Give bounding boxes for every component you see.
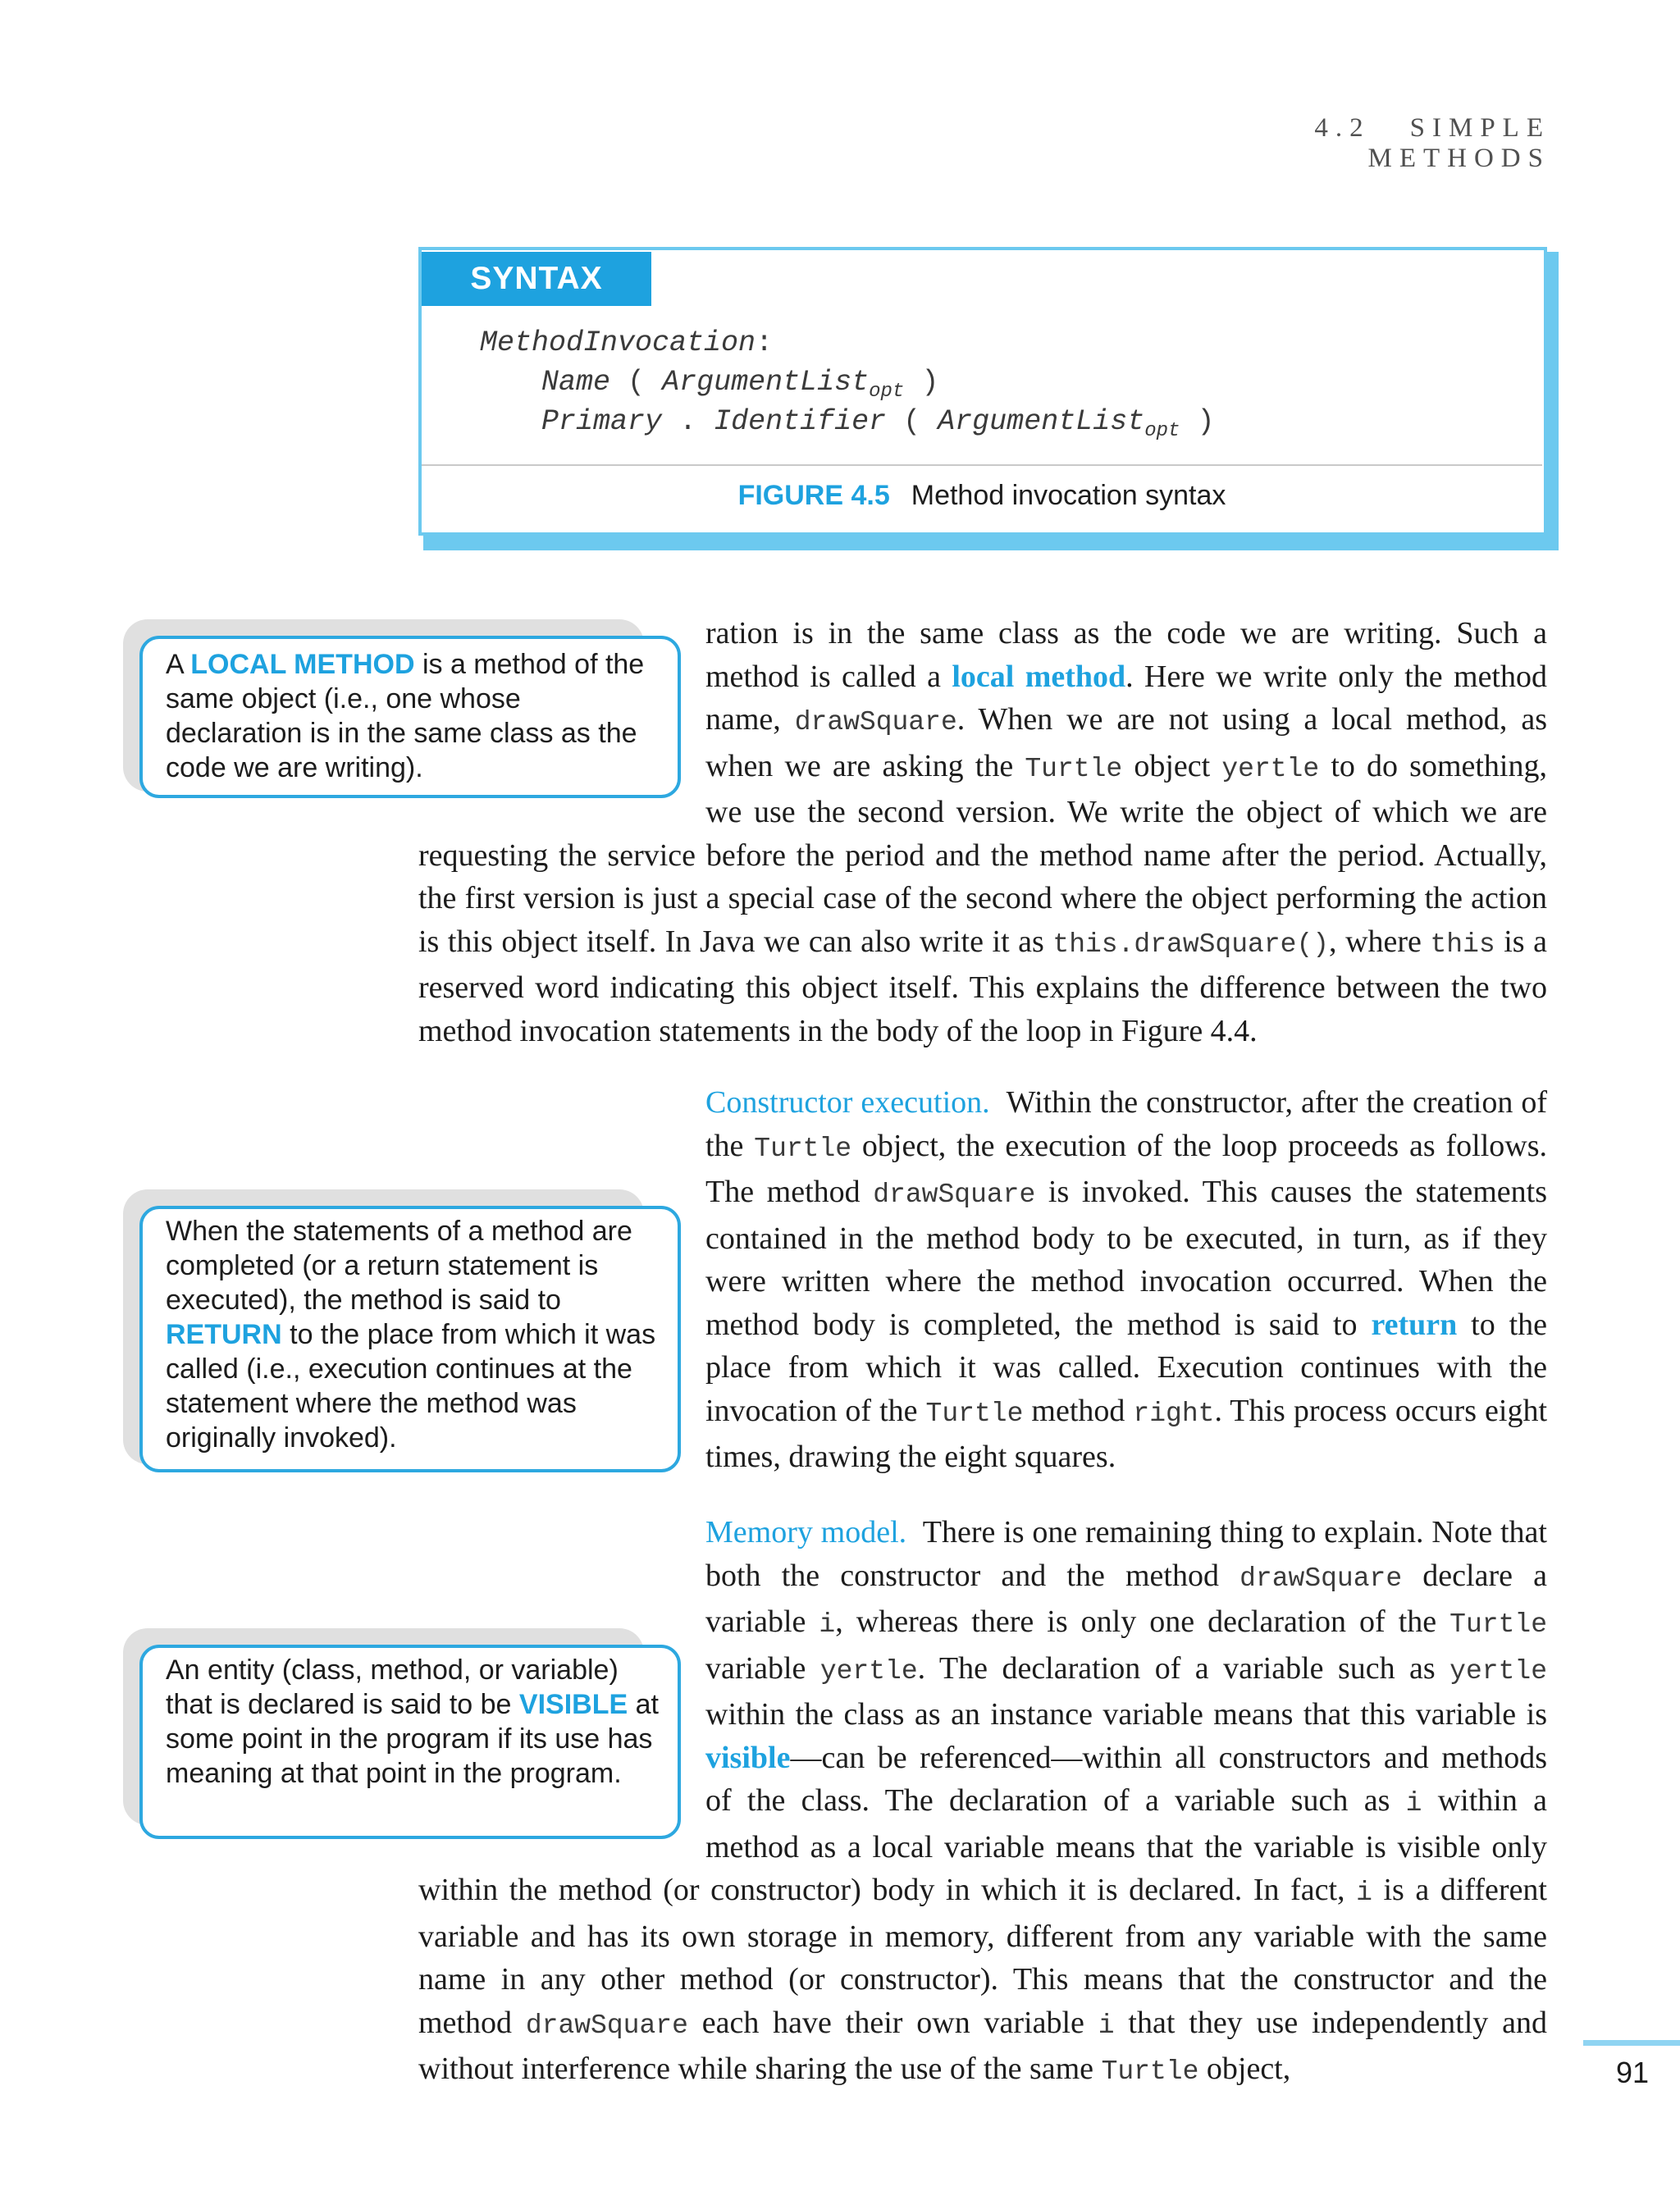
margin-note-local-method: A LOCAL METHOD is a method of the same object (i.e., one whose declaration is in the same class as the code we are writing). [139,636,681,798]
syntax-tab: SYNTAX [422,252,651,306]
margin-note-return: When the statements of a method are completed (or a return statement is executed), the method is said to RETURN to the place from which it was called (i.e., execution continues at the statement where the method was originally invoked). [139,1206,681,1472]
page-number-rule [1583,2040,1680,2046]
syntax-rule-name: MethodInvocation: [480,326,774,359]
paragraph-constructor-execution: Constructor execution. Within the constructor, after the creation of the Turtle object, the execution of the loop proceeds as follows. The method drawSquare is invoked. This causes the statements contained in the method body to be executed, in turn, as if they were written where the method invocation occurred. When the method body is completed, the method is said to return to the place from which it was called. Execution continues with the invocation of the Turtle method right. This process occurs eight times, drawing the eight squares. [705,1085,1548,1474]
syntax-line-2: Primary . Identifier ( ArgumentList$_{opt}$ ) [541,405,1215,442]
paragraph-memory-model: Memory model. There is one remaining thing to explain. Note that both the constructor and the method drawSquare declare a variable i, whereas there is only one declaration of the Turtle variable yertle. The declaration of a variable such as yertle within the class as an instance variable means that this variable is visible—can be referenced—within all constructors and methods of the class. The declaration of a variable such as i within a method as a local variable means that the variable is visible only within the method (or constructor) body in which it is declared. In fact, i is a different variable and has its own storage in memory, different from any variable with the same name in any other method (or constructor). This means that the constructor and the method drawSquare each have their own variable i that they use independently and without interference while sharing the use of the same Turtle object, [418,1515,1548,2087]
heading-constructor-execution: Constructor execution. [705,1085,990,1120]
syntax-divider [422,464,1542,466]
figure-label: FIGURE 4.5 [737,480,890,511]
paragraph-local-method: ration is in the same class as the code we are writing. Such a method is called a local method. Here we write only the method name, drawSquare. When we are not using a local method, as when we are asking the Turtle object yertle to do something, we use the second version. We write the object of which we are requesting the service before the period and the method name after the period. Actually, the first version is just a special case of the second where the object performing the action is this object itself. In Java we can also write it as this.drawSquare(), where this is a reserved word indicating this object itself. This explains the difference between the two method invocation statements in the body of the loop in Figure 4.4. [418,616,1548,1048]
figure-caption-text: Method invocation syntax [911,480,1226,511]
heading-memory-model: Memory model. [705,1515,907,1549]
running-header [1124,113,1550,174]
section-number: 4.2 [1314,113,1371,143]
section-title: SIMPLE METHODS [1367,113,1550,173]
syntax-line-1: Name ( ArgumentList$_{opt}$ ) [541,366,939,403]
figure-caption [422,480,1542,512]
margin-note-visible: An entity (class, method, or variable) that is declared is said to be VISIBLE at some point in the program if its use has meaning at that point in the program. [139,1645,681,1839]
page-number: 91 [1615,2056,1649,2089]
